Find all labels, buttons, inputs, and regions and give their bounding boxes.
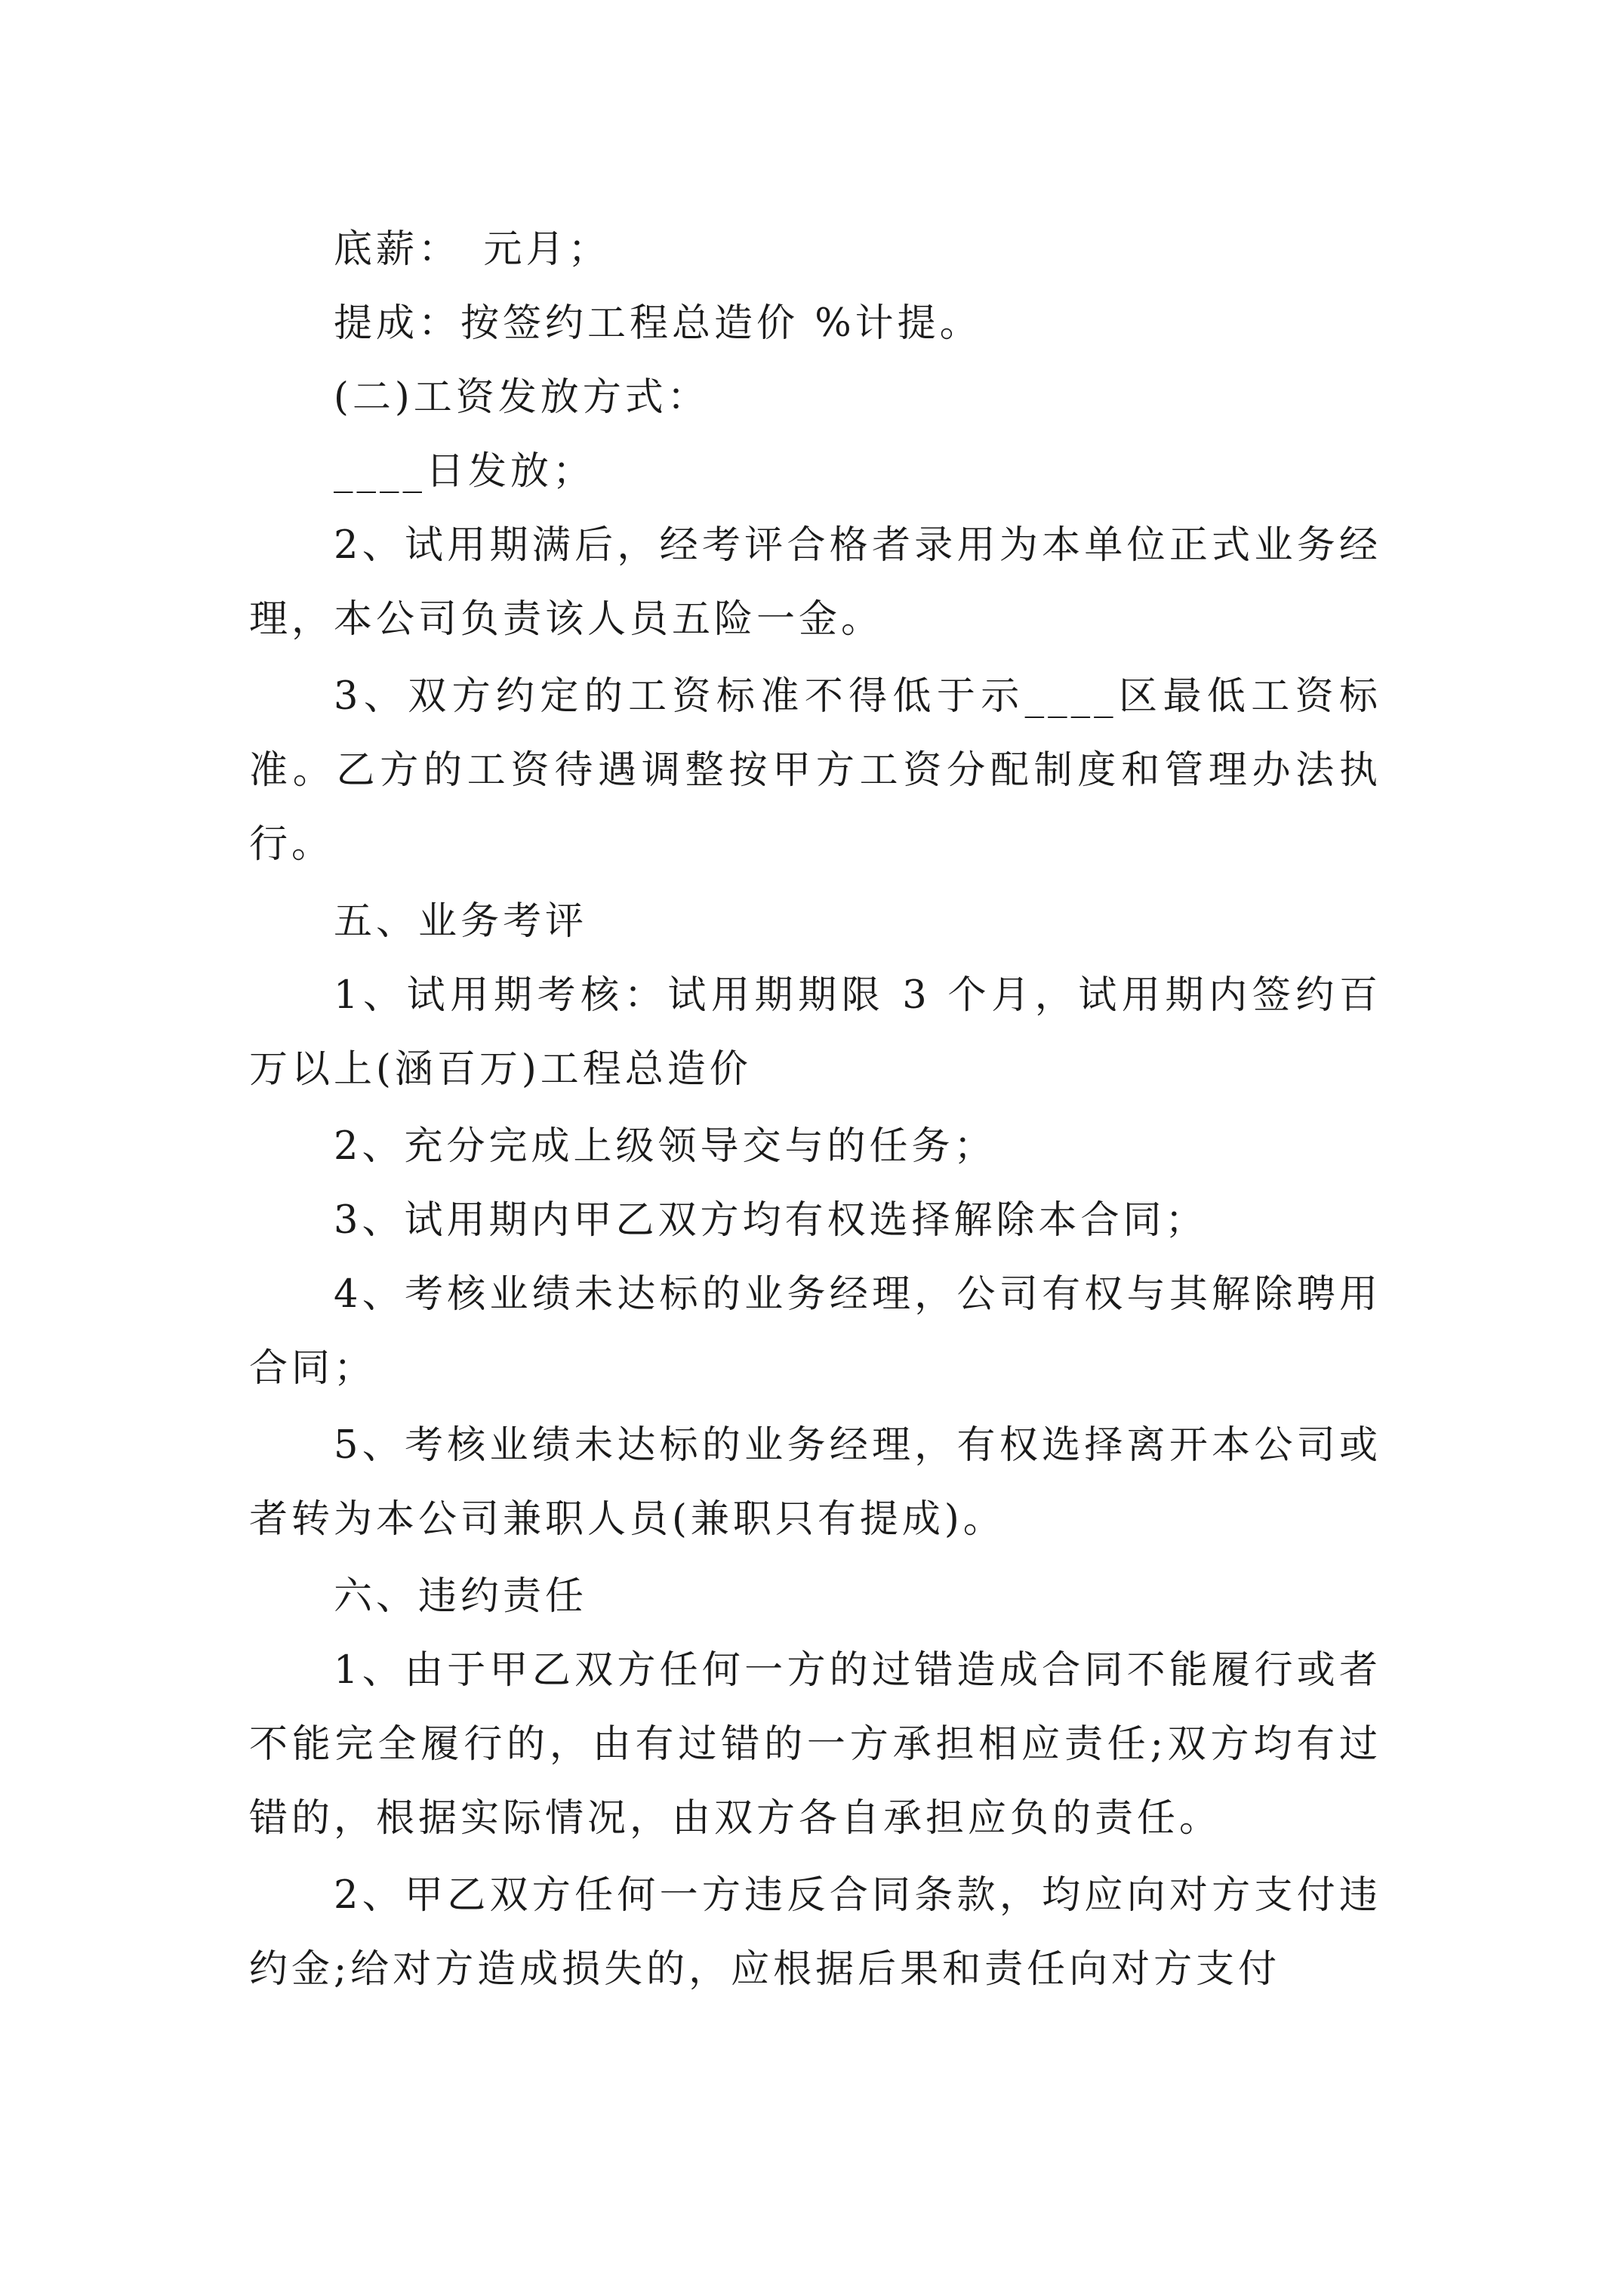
paragraph-probation-assessment: 1、试用期考核：试用期期限 3 个月，试用期内签约百万以上(涵百万)工程总造价 <box>249 973 1381 1092</box>
paragraph-payment-method-heading: (二)工资发放方式： <box>334 375 710 420</box>
paragraph-termination-right: 3、试用期内甲乙双方均有权选择解除本合同； <box>334 1198 1208 1243</box>
paragraph-breach-penalty: 2、甲乙双方任何一方违反合同条款，均应向对方支付违约金;给对方造成损失的，应根据后果和责任向对方支付 <box>249 1873 1381 1992</box>
section-heading-liability: 六、违约责任 <box>334 1574 588 1619</box>
paragraph-commission: 提成：按签约工程总造价 %计提。 <box>334 301 982 346</box>
paragraph-probation-hire: 2、试用期满后，经考评合格者录用为本单位正式业务经理，本公司负责该人员五险一金。 <box>249 523 1381 642</box>
paragraph-base-salary: 底薪： 元月； <box>334 227 611 272</box>
document-body <box>249 213 1381 2007</box>
paragraph-underperformance-termination: 4、考核业绩未达标的业务经理，公司有权与其解除聘用合同； <box>249 1272 1381 1391</box>
paragraph-fault-liability: 1、由于甲乙双方任何一方的过错造成合同不能履行或者不能完全履行的，由有过错的一方承担相应责任;双方均有过错的，根据实际情况，由双方各自承担应负的责任。 <box>249 1648 1381 1841</box>
paragraph-payment-day: ____日发放； <box>334 449 596 494</box>
paragraph-complete-tasks: 2、充分完成上级领导交与的任务； <box>334 1124 996 1169</box>
section-heading-evaluation: 五、业务考评 <box>334 899 588 944</box>
paragraph-underperformance-choice: 5、考核业绩未达标的业务经理，有权选择离开本公司或者转为本公司兼职人员(兼职只有提成)。 <box>249 1423 1381 1542</box>
paragraph-wage-standard: 3、双方约定的工资标准不得低于示____区最低工资标准。乙方的工资待遇调整按甲方工资分配制度和管理办法执行。 <box>249 674 1381 867</box>
